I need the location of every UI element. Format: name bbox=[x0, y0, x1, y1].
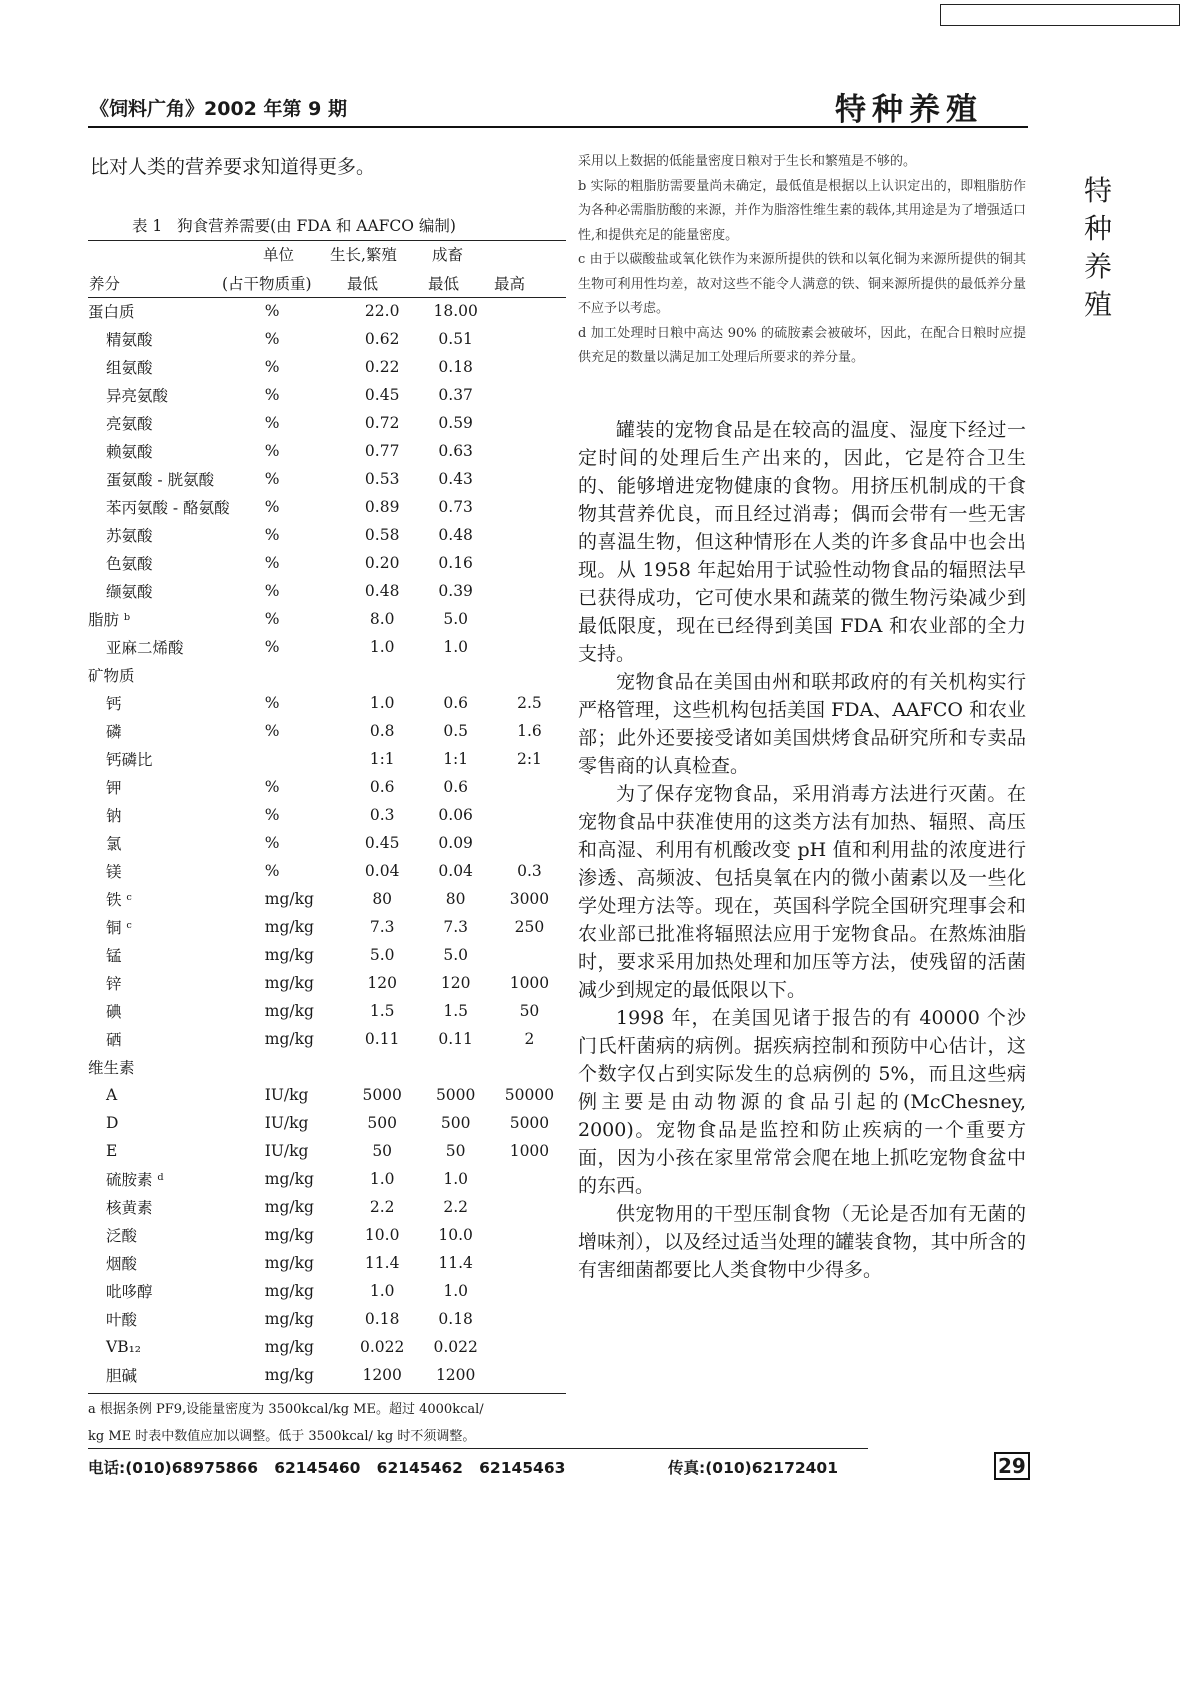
nutrient-name: 苏氨酸 bbox=[106, 527, 153, 545]
growth-min-value: 0.18 bbox=[364, 1310, 400, 1328]
nutrient-name: 碘 bbox=[106, 1003, 122, 1021]
growth-min-value: 0.48 bbox=[364, 582, 400, 600]
nutrient-unit: mg/kg bbox=[264, 1310, 314, 1328]
nutrient-name: 胆碱 bbox=[106, 1367, 138, 1385]
nutrient-unit: mg/kg bbox=[264, 1282, 314, 1300]
adult-min-value: 1:1 bbox=[443, 750, 469, 768]
nutrient-unit: % bbox=[264, 358, 280, 376]
adult-min-value: 0.37 bbox=[438, 386, 473, 404]
growth-min-value: 5000 bbox=[362, 1086, 402, 1104]
growth-min-value: 1:1 bbox=[369, 750, 395, 768]
adult-min-value: 0.73 bbox=[438, 498, 473, 516]
adult-max-value bbox=[493, 521, 566, 549]
adult-min-value: 2.2 bbox=[443, 1198, 468, 1216]
adult-max-value bbox=[493, 325, 566, 353]
adult-max-value bbox=[493, 661, 566, 689]
growth-min-value: 0.6 bbox=[369, 778, 395, 796]
nutrient-name: 色氨酸 bbox=[106, 555, 153, 573]
table-row bbox=[88, 857, 566, 885]
table-row bbox=[88, 829, 566, 857]
header-growth: 生长,繁殖 bbox=[330, 246, 397, 264]
footnote-a-cont: 采用以上数据的低能量密度日粮对于生长和繁殖是不够的。 bbox=[578, 154, 917, 169]
nutrient-unit: IU/kg bbox=[264, 1142, 309, 1160]
growth-min-value: 1200 bbox=[362, 1366, 402, 1384]
nutrient-name: 维生素 bbox=[88, 1059, 135, 1077]
growth-min-value: 1.0 bbox=[369, 1282, 395, 1300]
growth-min-value: 22.0 bbox=[364, 302, 400, 320]
table-row bbox=[88, 605, 566, 633]
growth-min-value: 0.45 bbox=[364, 386, 400, 404]
adult-min-value: 80 bbox=[445, 890, 466, 908]
nutrient-unit: % bbox=[264, 414, 280, 432]
table-row bbox=[88, 1165, 566, 1193]
nutrient-name: 异亮氨酸 bbox=[106, 387, 169, 405]
nutrient-unit: % bbox=[264, 302, 280, 320]
table-row bbox=[88, 325, 566, 353]
table-row bbox=[88, 1249, 566, 1277]
nutrient-unit: mg/kg bbox=[264, 1002, 314, 1020]
table-row bbox=[88, 437, 566, 465]
header-unit: 单位 bbox=[263, 246, 295, 264]
table-row bbox=[88, 1193, 566, 1221]
table-row bbox=[88, 1081, 566, 1109]
nutrient-name: 赖氨酸 bbox=[106, 443, 153, 461]
nutrient-unit: mg/kg bbox=[264, 1226, 314, 1244]
side-char: 养 bbox=[1083, 250, 1112, 283]
adult-max-value bbox=[493, 605, 566, 633]
adult-min-value: 5.0 bbox=[443, 610, 468, 628]
table-row bbox=[88, 1361, 566, 1389]
adult-min-value: 0.6 bbox=[443, 694, 468, 712]
table-row bbox=[88, 941, 566, 969]
paragraph: 1998 年，在美国见诸于报告的有 40000 个沙门氏杆菌病的病例。据疾病控制和预防中心估计，这个数字仅占到实际发生的总病例的 5%，而且这些病例主要是由动物源的食品引起的(McChesney, 2000)。宠物食品是监控和防止疾病的一个重要方面，因为小孩在家里常常会爬在地上抓吃宠物食盆中的东西。 bbox=[578, 1007, 1026, 1197]
adult-min-value: 1200 bbox=[435, 1366, 476, 1384]
adult-max-value: 50 bbox=[519, 1002, 540, 1020]
table-row bbox=[88, 1053, 566, 1081]
nutrient-name: 钾 bbox=[106, 779, 122, 797]
adult-min-value: 500 bbox=[440, 1114, 471, 1132]
growth-min-value: 1.0 bbox=[369, 694, 395, 712]
adult-max-value bbox=[493, 829, 566, 857]
header-nutrient: 养分 bbox=[89, 275, 121, 293]
table-row bbox=[88, 885, 566, 913]
adult-max-value bbox=[493, 437, 566, 465]
table-row bbox=[88, 577, 566, 605]
footnote-c: c 由于以碳酸盐或氧化铁作为来源所提供的铁和以氧化铜为来源所提供的铜其生物可利用性均差，故对这些不能令人满意的铁、铜来源所提供的最低养分量不应予以考虑。 bbox=[578, 252, 1026, 316]
table-row bbox=[88, 1025, 566, 1053]
nutrient-unit: mg/kg bbox=[264, 1030, 314, 1048]
footnote-b: b 实际的粗脂肪需要量尚未确定，最低值是根据以上认识定出的，即粗脂肪作为各种必需脂肪酸的来源，并作为脂溶性维生素的载体,其用途是为了增强适口性,和提供充足的能量密度。 bbox=[578, 178, 1026, 243]
table-row bbox=[88, 1277, 566, 1305]
header-adult-max: 最高 bbox=[494, 275, 526, 293]
growth-min-value: 1.0 bbox=[369, 1170, 395, 1188]
nutrient-name: 苯丙氨酸 - 酪氨酸 bbox=[106, 499, 230, 517]
nutrient-name: 锰 bbox=[106, 947, 122, 965]
adult-max-value: 1.6 bbox=[517, 722, 542, 740]
adult-max-value bbox=[493, 353, 566, 381]
header-growth-min: 最低 bbox=[347, 275, 379, 293]
nutrient-unit: % bbox=[264, 610, 280, 628]
nutrient-name: 氯 bbox=[106, 835, 122, 853]
nutrient-unit: % bbox=[264, 722, 280, 740]
adult-max-value bbox=[493, 465, 566, 493]
nutrient-unit: % bbox=[264, 862, 280, 880]
adult-min-value: 11.4 bbox=[438, 1254, 473, 1272]
adult-max-value bbox=[493, 941, 566, 969]
nutrient-name: 铁 ᶜ bbox=[106, 891, 132, 909]
nutrient-unit bbox=[265, 661, 346, 689]
adult-max-value: 50000 bbox=[504, 1086, 555, 1104]
nutrient-name: 脂肪 ᵇ bbox=[88, 611, 131, 629]
growth-min-value: 1.5 bbox=[369, 1002, 395, 1020]
page-number: 29 bbox=[994, 1452, 1030, 1480]
growth-min-value: 0.72 bbox=[364, 414, 400, 432]
growth-min-value: 0.77 bbox=[364, 442, 400, 460]
adult-min-value: 10.0 bbox=[438, 1226, 473, 1244]
adult-min-value: 5.0 bbox=[443, 946, 468, 964]
nutrient-unit: mg/kg bbox=[264, 1198, 314, 1216]
adult-min-value: 0.04 bbox=[438, 862, 473, 880]
growth-min-value: 0.62 bbox=[364, 330, 400, 348]
nutrient-name: 吡哆醇 bbox=[106, 1283, 153, 1301]
adult-min-value: 7.3 bbox=[443, 918, 468, 936]
table-row bbox=[88, 1333, 566, 1361]
adult-min-value: 18.00 bbox=[433, 302, 478, 320]
adult-min-value: 0.63 bbox=[438, 442, 473, 460]
table-row bbox=[88, 633, 566, 661]
nutrient-name: 精氨酸 bbox=[106, 331, 153, 349]
nutrient-name: 锌 bbox=[106, 975, 122, 993]
adult-max-value bbox=[493, 1333, 566, 1361]
nutrient-name: 钠 bbox=[106, 807, 122, 825]
adult-min-value: 1.0 bbox=[443, 1282, 468, 1300]
growth-min-value: 7.3 bbox=[369, 918, 395, 936]
nutrient-name: 蛋氨酸 - 胱氨酸 bbox=[106, 471, 215, 489]
growth-min-value: 500 bbox=[367, 1114, 397, 1132]
nutrient-unit: IU/kg bbox=[264, 1114, 309, 1132]
nutrient-unit: mg/kg bbox=[264, 974, 314, 992]
header-rule bbox=[88, 126, 1028, 128]
nutrient-unit: % bbox=[264, 638, 280, 656]
nutrient-name: 泛酸 bbox=[106, 1227, 138, 1245]
footer-fax: 传真:(010)62172401 bbox=[668, 1459, 839, 1477]
growth-min-value: 11.4 bbox=[364, 1254, 400, 1272]
growth-min-value: 0.89 bbox=[364, 498, 400, 516]
nutrient-unit: mg/kg bbox=[264, 918, 314, 936]
nutrient-unit: % bbox=[264, 554, 280, 572]
nutrient-name: 缬氨酸 bbox=[106, 583, 153, 601]
growth-min-value: 0.53 bbox=[364, 470, 400, 488]
growth-min-value: 0.8 bbox=[369, 722, 395, 740]
nutrient-name: 亮氨酸 bbox=[106, 415, 153, 433]
adult-max-value bbox=[493, 1361, 566, 1389]
adult-max-value: 2 bbox=[524, 1030, 535, 1048]
adult-max-value: 5000 bbox=[509, 1114, 550, 1132]
adult-min-value: 0.39 bbox=[438, 582, 473, 600]
nutrient-name: 镁 bbox=[106, 863, 122, 881]
nutrient-unit: mg/kg bbox=[264, 946, 314, 964]
paragraph: 罐装的宠物食品是在较高的温度、湿度下经过一定时间的处理后生产出来的，因此，它是符合卫生的、能够增进宠物健康的食物。用挤压机制成的干食物其营养优良，而且经过消毒；偶而会带有一些无害的喜温生物，但这种情形在人类的许多食品中也会出现。从 1958 年起始用于试验性动物食品的辐照法早已获得成功，它可使水果和蔬菜的微生物污染减少到最低限度，现在已经得到美国 FDA 和农业部的全力支持。 bbox=[578, 419, 1026, 665]
table-row bbox=[88, 913, 566, 941]
adult-min-value: 0.022 bbox=[433, 1338, 478, 1356]
adult-max-value bbox=[493, 381, 566, 409]
nutrient-unit: % bbox=[264, 498, 280, 516]
growth-min-value: 0.3 bbox=[369, 806, 395, 824]
nutrient-unit: % bbox=[264, 834, 280, 852]
adult-max-value bbox=[493, 1165, 566, 1193]
footnote-line: kg ME 时表中数值应加以调整。低于 3500kcal/ kg 时不须调整。 bbox=[88, 1429, 476, 1444]
adult-min-value: 0.43 bbox=[438, 470, 473, 488]
paragraph: 为了保存宠物食品，采用消毒方法进行灭菌。在宠物食品中获准使用的这类方法有加热、辐照、高压和高湿、利用有机酸改变 pH 值和利用盐的浓度进行渗透、高频波、包括臭氧在内的微小菌素以及一些化学处理方法等。现在，英国科学院全国研究理事会和农业部已批准将辐照法应用于宠物食品。在熬炼油脂时，要求采用加热处理和加压等方法，使残留的活菌减少到规定的最低限以下。 bbox=[578, 783, 1026, 1001]
adult-max-value: 1000 bbox=[509, 1142, 550, 1160]
paragraph: 宠物食品在美国由州和联邦政府的有关机构实行严格管理，这些机构包括美国 FDA、AAFCO 和农业部；此外还要接受诸如美国烘烤食品研究所和专卖品零售商的认真检查。 bbox=[578, 671, 1026, 777]
article-body bbox=[578, 416, 1026, 1284]
nutrient-name: 矿物质 bbox=[88, 667, 135, 685]
adult-max-value bbox=[493, 1277, 566, 1305]
growth-min-value: 0.20 bbox=[364, 554, 400, 572]
nutrient-unit: % bbox=[264, 470, 280, 488]
adult-min-value: 0.6 bbox=[443, 778, 468, 796]
nutrient-unit bbox=[265, 745, 346, 773]
table-row bbox=[88, 801, 566, 829]
adult-max-value bbox=[493, 633, 566, 661]
adult-max-value bbox=[493, 773, 566, 801]
growth-min-value: 80 bbox=[372, 890, 393, 908]
growth-min-value bbox=[346, 1053, 419, 1081]
nutrient-name: 铜 ᶜ bbox=[106, 919, 132, 937]
table-row bbox=[88, 1109, 566, 1137]
nutrient-unit: % bbox=[264, 806, 280, 824]
adult-max-value: 1000 bbox=[509, 974, 550, 992]
adult-min-value: 0.51 bbox=[438, 330, 473, 348]
adult-max-value bbox=[493, 409, 566, 437]
adult-min-value: 0.16 bbox=[438, 554, 473, 572]
table-row bbox=[88, 717, 566, 745]
adult-min-value: 5000 bbox=[435, 1086, 476, 1104]
nutrient-unit: % bbox=[264, 526, 280, 544]
adult-min-value: 0.5 bbox=[443, 722, 468, 740]
table-title: 表 1 狗食营养需要(由 FDA 和 AAFCO 编制) bbox=[132, 217, 456, 235]
adult-max-value: 0.3 bbox=[517, 862, 542, 880]
table-row bbox=[88, 549, 566, 577]
nutrient-name: 钙 bbox=[106, 695, 122, 713]
nutrient-unit: % bbox=[264, 386, 280, 404]
growth-min-value: 5.0 bbox=[369, 946, 395, 964]
nutrient-unit: % bbox=[264, 694, 280, 712]
table-row bbox=[88, 1305, 566, 1333]
journal-issue: 《饲料广角》2002 年第 9 期 bbox=[90, 98, 347, 120]
adult-max-value bbox=[493, 493, 566, 521]
nutrient-unit: mg/kg bbox=[264, 1366, 314, 1384]
table-row bbox=[88, 1137, 566, 1165]
nutrient-name: 组氨酸 bbox=[106, 359, 153, 377]
adult-min-value: 0.18 bbox=[438, 358, 473, 376]
nutrient-name: VB₁₂ bbox=[106, 1338, 142, 1356]
growth-min-value: 2.2 bbox=[369, 1198, 395, 1216]
adult-min-value: 0.11 bbox=[438, 1030, 473, 1048]
growth-min-value: 120 bbox=[367, 974, 397, 992]
paragraph: 供宠物用的干型压制食物（无论是否加有无菌的增味剂），以及经过适当处理的罐装食物，其中所含的有害细菌都要比人类食物中少得多。 bbox=[578, 1203, 1026, 1281]
side-char: 殖 bbox=[1083, 288, 1112, 321]
nutrient-name: 硫胺素 ᵈ bbox=[106, 1171, 164, 1189]
table-row bbox=[88, 353, 566, 381]
table-top-rule bbox=[88, 240, 566, 241]
table-row bbox=[88, 689, 566, 717]
adult-max-value: 250 bbox=[514, 918, 545, 936]
growth-min-value: 1.0 bbox=[369, 638, 395, 656]
adult-max-value bbox=[493, 801, 566, 829]
growth-min-value: 0.58 bbox=[364, 526, 400, 544]
header-adult-min: 最低 bbox=[428, 275, 460, 293]
nutrient-unit: mg/kg bbox=[264, 1170, 314, 1188]
nutrient-table bbox=[88, 297, 566, 1389]
adult-max-value bbox=[493, 577, 566, 605]
side-char: 特 bbox=[1083, 174, 1112, 207]
nutrient-name: 亚麻二烯酸 bbox=[106, 639, 184, 657]
nutrient-unit: mg/kg bbox=[264, 1338, 314, 1356]
table-row bbox=[88, 493, 566, 521]
nutrient-name: A bbox=[106, 1086, 118, 1104]
top-corner-box bbox=[940, 4, 1180, 26]
adult-max-value bbox=[493, 1193, 566, 1221]
adult-min-value: 0.59 bbox=[438, 414, 473, 432]
table-row bbox=[88, 969, 566, 997]
nutrient-unit: IU/kg bbox=[264, 1086, 309, 1104]
nutrient-name: 烟酸 bbox=[106, 1255, 138, 1273]
nutrient-unit: % bbox=[264, 442, 280, 460]
adult-min-value bbox=[418, 1053, 492, 1081]
nutrient-unit: % bbox=[264, 330, 280, 348]
adult-min-value: 1.0 bbox=[443, 1170, 468, 1188]
nutrient-name: 磷 bbox=[106, 723, 122, 741]
nutrient-name: 蛋白质 bbox=[88, 303, 135, 321]
growth-min-value: 50 bbox=[372, 1142, 393, 1160]
footnote-d: d 加工处理时日粮中高达 90% 的硫胺素会被破坏，因此，在配合日粮时应提供充足的数量以满足加工处理后所要求的养分量。 bbox=[578, 325, 1026, 365]
side-section-label bbox=[1083, 172, 1113, 324]
table-row bbox=[88, 297, 566, 325]
growth-min-value: 0.22 bbox=[364, 358, 400, 376]
header-adult: 成畜 bbox=[432, 246, 464, 264]
footer-rule bbox=[88, 1448, 868, 1449]
table-bottom-rule bbox=[88, 1393, 566, 1394]
adult-max-value: 2:1 bbox=[516, 750, 542, 768]
adult-min-value: 120 bbox=[440, 974, 471, 992]
growth-min-value: 8.0 bbox=[369, 610, 395, 628]
growth-min-value bbox=[346, 661, 419, 689]
table-row bbox=[88, 773, 566, 801]
growth-min-value: 0.022 bbox=[360, 1338, 405, 1356]
adult-min-value: 0.48 bbox=[438, 526, 473, 544]
growth-min-value: 0.11 bbox=[364, 1030, 400, 1048]
adult-max-value bbox=[493, 549, 566, 577]
adult-min-value: 1.0 bbox=[443, 638, 468, 656]
adult-min-value: 0.18 bbox=[438, 1310, 473, 1328]
footnote-line: a 根据条例 PF9,设能量密度为 3500kcal/kg ME。超过 4000kcal/ bbox=[88, 1402, 484, 1417]
nutrient-name: 核黄素 bbox=[106, 1199, 153, 1217]
nutrient-unit: mg/kg bbox=[264, 1254, 314, 1272]
nutrient-name: D bbox=[106, 1114, 119, 1132]
table-row bbox=[88, 661, 566, 689]
table-row bbox=[88, 997, 566, 1025]
table-row bbox=[88, 1221, 566, 1249]
adult-max-value: 2.5 bbox=[517, 694, 542, 712]
nutrient-name: 钙磷比 bbox=[106, 751, 153, 769]
adult-min-value: 50 bbox=[445, 1142, 466, 1160]
adult-min-value: 0.09 bbox=[438, 834, 473, 852]
table-row bbox=[88, 381, 566, 409]
nutrient-unit bbox=[265, 1053, 346, 1081]
table-row bbox=[88, 465, 566, 493]
adult-max-value: 3000 bbox=[509, 890, 550, 908]
nutrient-name: 硒 bbox=[106, 1031, 122, 1049]
adult-min-value: 1.5 bbox=[443, 1002, 468, 1020]
adult-max-value bbox=[493, 1249, 566, 1277]
adult-min-value bbox=[418, 661, 492, 689]
adult-max-value bbox=[493, 1053, 566, 1081]
growth-min-value: 10.0 bbox=[364, 1226, 400, 1244]
adult-max-value bbox=[493, 1221, 566, 1249]
table-row bbox=[88, 409, 566, 437]
adult-min-value: 0.06 bbox=[438, 806, 473, 824]
table-row bbox=[88, 521, 566, 549]
header-unit-basis: (占干物质重) bbox=[222, 275, 312, 293]
intro-line: 比对人类的营养要求知道得更多。 bbox=[90, 156, 376, 178]
nutrient-unit: % bbox=[264, 582, 280, 600]
growth-min-value: 0.45 bbox=[364, 834, 400, 852]
table-footnote-a bbox=[88, 1396, 588, 1450]
growth-min-value: 0.04 bbox=[364, 862, 400, 880]
nutrient-unit: % bbox=[264, 778, 280, 796]
nutrient-unit: mg/kg bbox=[264, 890, 314, 908]
section-title: 特种养殖 bbox=[835, 92, 983, 128]
nutrient-name: E bbox=[106, 1142, 118, 1160]
table-footnotes-continued bbox=[578, 150, 1026, 371]
nutrient-name: 叶酸 bbox=[106, 1311, 138, 1329]
adult-max-value bbox=[493, 297, 566, 325]
footer-telephone: 电话:(010)68975866 62145460 62145462 62145463 bbox=[88, 1459, 566, 1477]
adult-max-value bbox=[493, 1305, 566, 1333]
side-char: 种 bbox=[1083, 212, 1112, 245]
table-row bbox=[88, 745, 566, 773]
